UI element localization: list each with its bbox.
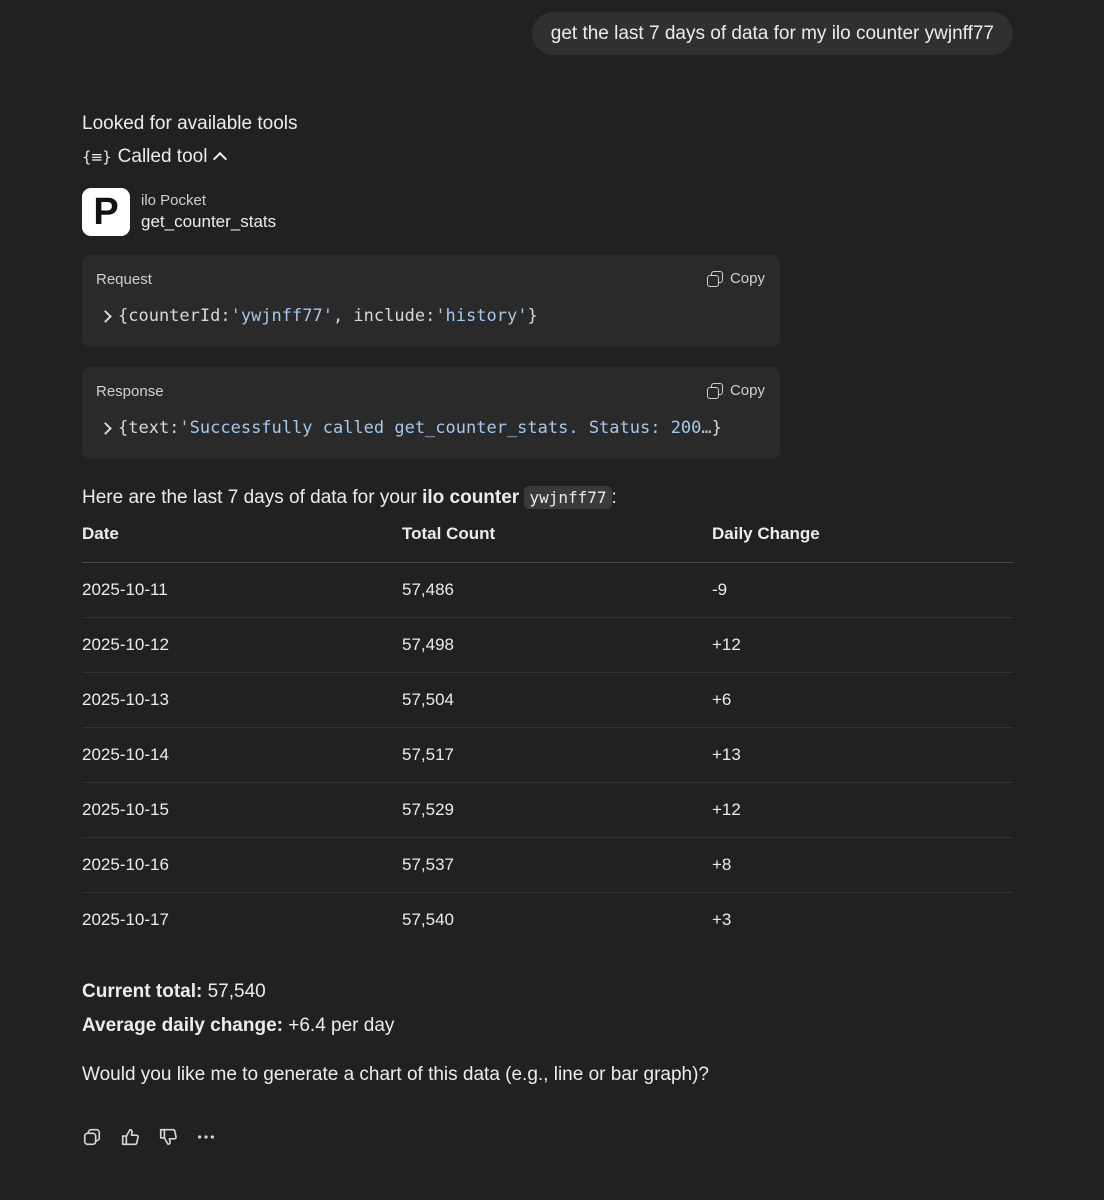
called-tool-label: Called tool — [117, 146, 208, 167]
response-label: Response — [96, 383, 164, 400]
called-tool-toggle[interactable] — [82, 143, 1013, 171]
table-header-row — [82, 522, 1013, 563]
request-code-include: 'history' — [435, 306, 528, 326]
cell-change: +13 — [712, 728, 1013, 783]
message-actions — [82, 1127, 1013, 1147]
thumbs-up-button[interactable] — [120, 1127, 140, 1147]
response-code-prefix: {text: — [118, 418, 180, 438]
ilo-pocket-logo: P — [82, 188, 130, 236]
cell-date: 2025-10-13 — [82, 673, 402, 728]
cell-change: +3 — [712, 910, 732, 929]
data-table — [82, 522, 1013, 947]
follow-up-question: Would you like me to generate a chart of this data (e.g., line or bar graph)? — [82, 1064, 709, 1085]
request-code-mid: , include: — [332, 306, 436, 326]
current-total-line — [82, 975, 1013, 1009]
tool-braces-icon: {≡} — [82, 148, 111, 166]
request-code-id: 'ywjnff77' — [230, 306, 333, 326]
header-total-count: Total Count — [402, 522, 712, 563]
cell-change: +8 — [712, 838, 1013, 893]
request-label: Request — [96, 271, 152, 288]
cell-date: 2025-10-11 — [82, 563, 402, 618]
copy-icon — [82, 1126, 102, 1148]
intro-bold: ilo counter — [422, 487, 520, 508]
response-code-text: 'Successfully called get_counter_stats. Status: 200… — [179, 418, 712, 438]
chevron-right-icon — [99, 310, 112, 323]
response-code-suffix: } — [711, 418, 722, 438]
cell-date: 2025-10-12 — [82, 618, 402, 673]
cell-total: 57,540 — [402, 910, 454, 929]
response-code-toggle[interactable] — [96, 418, 766, 438]
user-message-bubble: get the last 7 days of data for my ilo counter ywjnff77 — [532, 12, 1013, 55]
current-total-label: Current total: — [82, 981, 203, 1002]
intro-pre: Here are the last 7 days of data for your — [82, 487, 423, 508]
average-change-value: +6.4 per day — [282, 1015, 395, 1036]
average-change-label: Average daily change: — [82, 1015, 283, 1036]
request-copy-button[interactable] — [707, 270, 765, 287]
cell-total: 57,498 — [402, 618, 712, 673]
copy-icon — [707, 271, 723, 287]
request-code-toggle[interactable] — [96, 306, 766, 326]
chevron-up-icon — [213, 152, 227, 166]
looked-for-tools-text: Looked for available tools — [82, 113, 298, 134]
response-copy-button[interactable] — [707, 382, 765, 399]
table-row — [82, 618, 1013, 673]
intro-post: : — [611, 487, 617, 508]
header-daily-change: Daily Change — [712, 522, 1013, 563]
copy-icon — [707, 383, 723, 399]
tool-info — [82, 188, 1013, 236]
cell-total: 57,529 — [402, 783, 712, 838]
cell-total: 57,486 — [402, 563, 712, 618]
intro-code: ywjnff77 — [524, 486, 611, 509]
tool-meta — [141, 191, 276, 233]
current-total-value: 57,540 — [202, 981, 266, 1002]
cell-total: 57,504 — [402, 673, 712, 728]
cell-date: 2025-10-14 — [82, 728, 402, 783]
table-row — [82, 728, 1013, 783]
thumbs-up-icon — [120, 1126, 140, 1148]
copy-label: Copy — [729, 382, 765, 399]
assistant-message — [82, 110, 1013, 1147]
header-date: Date — [82, 522, 402, 563]
user-message-row — [532, 12, 1013, 55]
average-change-line — [82, 1009, 1013, 1043]
table-row — [82, 783, 1013, 838]
intro-text — [82, 484, 1013, 512]
tool-provider: ilo Pocket — [141, 192, 207, 209]
thumbs-down-icon — [158, 1126, 178, 1148]
request-code-suffix: } — [527, 306, 538, 326]
cell-change: +6 — [712, 673, 1013, 728]
request-code-prefix: {counterId: — [118, 306, 231, 326]
table-row — [82, 673, 1013, 728]
cell-change: +12 — [712, 783, 1013, 838]
table-row — [82, 893, 1013, 948]
request-box — [82, 255, 780, 347]
cell-total: 57,537 — [402, 838, 712, 893]
table-row — [82, 563, 1013, 618]
summary — [82, 975, 1013, 1043]
chevron-right-icon — [99, 422, 112, 435]
tool-name: get_counter_stats — [141, 212, 277, 231]
thumbs-down-button[interactable] — [158, 1127, 178, 1147]
copy-label: Copy — [729, 270, 765, 287]
more-options-button[interactable] — [196, 1127, 216, 1147]
cell-change: -9 — [712, 563, 1013, 618]
cell-total: 57,517 — [402, 728, 712, 783]
more-icon — [196, 1126, 216, 1148]
table-row — [82, 838, 1013, 893]
copy-message-button[interactable] — [82, 1127, 102, 1147]
cell-date: 2025-10-16 — [82, 838, 402, 893]
response-box — [82, 367, 780, 459]
cell-date: 2025-10-17 — [82, 910, 169, 929]
cell-change: +12 — [712, 618, 1013, 673]
cell-date: 2025-10-15 — [82, 783, 402, 838]
